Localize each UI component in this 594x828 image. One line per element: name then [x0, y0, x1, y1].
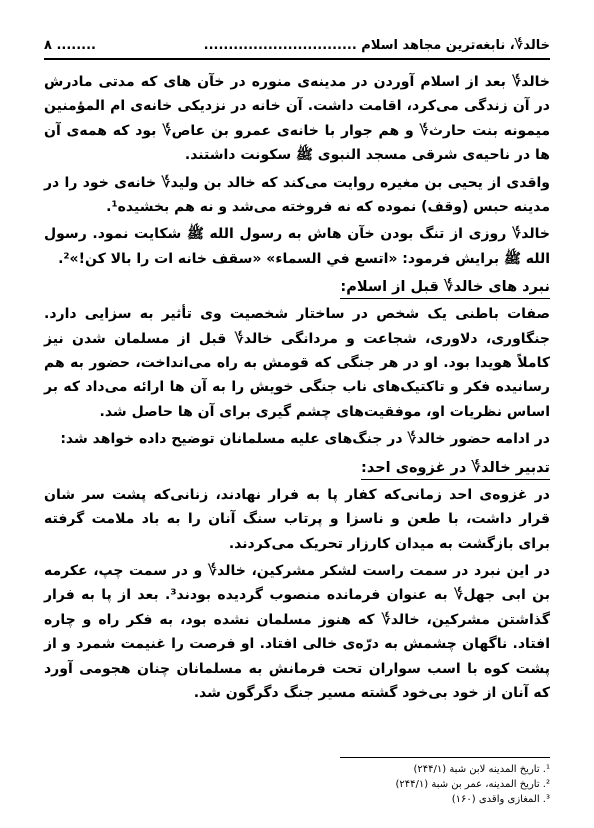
paragraph-4: صفات باطنی یک شخص در ساختار شخصیت وی تأثیر به سزایی دارد. جنگاوری، دلاوری، شجاعت و مردانگی خالد؇ قبل از مسلمان شدن نیز کاملاً هویدا بود. او در هر جنگی که قومش به راه می‌انداخت، حضور به هم رسانیده فکر و تاکتیک‌های ناب جنگی خویش را به آن ها ارائه می‌داد که بر اساس نظریات او، موفقیت‌های چشم گیری برای آن ها حاصل شد.: [44, 306, 550, 420]
footnote-1: ¹. تاریخ المدینه لابن شبة (۲۴۴/۱): [413, 764, 550, 775]
page-body: [44, 70, 550, 708]
paragraph-1: خالد؇ بعد از اسلام آوردن در مدینه‌ی منوره در خآن های که مدتی مادرش در آن زندگی می‌کرد، اقامت داشت. آن خانه در نزدیکی خانه‌ی ام المؤمنین میمونه بنت حارث؇ و هم جوار با خانه‌ی عمرو بن عاص؇ بود که همه‌ی آن ها در ناحیه‌ی شرقی مسجد النبوی ﷺ سکونت داشتند.: [44, 74, 550, 164]
paragraph-5: در ادامه حضور خالد؇ در جنگ‌های علیه مسلمانان توضیح داده خواهد شد:: [60, 431, 550, 448]
page-number: ........ ۸: [44, 38, 96, 53]
paragraph-6: در غزوه‌ی احد زمانی‌که کفار پا به فرار نهادند، زنانی‌که پشت سر شان قرار داشت، با طعن و ناسزا و پرتاب سنگ آنان را به باد ملامت گرفته برای بازگشت به میدان کارزار تحریک می‌کردند.: [44, 486, 550, 552]
section-heading-battles: نبرد های خالد؇ قبل از اسلام:: [340, 276, 550, 299]
running-title: خالد؇، نابغه‌ترین مجاهد اسلام ...............................: [203, 38, 550, 53]
footnote-3: ³. المغازی واقدی (۱۶۰): [451, 794, 550, 805]
footnotes: [290, 762, 550, 807]
paragraph-2: واقدی از یحیی بن مغیره روایت می‌کند که خالد بن ولید؇ خانه‌ی خود را در مدینه حبس (وقف) نموده که نه فروخته می‌شد و نه هم بخشیده¹.: [44, 174, 550, 216]
paragraph-3: خالد؇ روزی از تنگ بودن خآن هاش به رسول الله ﷺ شکایت نمود. رسول الله ﷺ برایش فرمود: «اتسع في السماء» «سقف خانه ات را بالا کن!»².: [44, 226, 550, 267]
footnote-divider: [340, 757, 550, 758]
section-heading-uhud: تدبیر خالد؇ در غزوه‌ی احد:: [361, 457, 550, 480]
paragraph-7: در این نبرد در سمت راست لشکر مشرکین، خالد؇ و در سمت چپ، عکرمه بن ابی جهل؇ به عنوان فرمانده منصوب گردیده بودند³. بعد از پا به فرار گذاشتن مشرکین، خالد؇ که هنوز مسلمان نشده بود، به فکر راه و چاره افتاد. ناگهان چشمش به درّه‌ی خالی افتاد. او فرصت را غنیمت شمرد و از پشت کوه با اسب سواران تحت فرمانش به مسلمانان چنان هجومی آورد که آنان از خود بی‌خود گشته مسیر جنگ دگرگون شد.: [44, 562, 550, 701]
footnote-2: ². تاریخ المدینه، عمر بن شبة (۲۴۴/۱): [395, 779, 550, 790]
running-header: [44, 38, 550, 60]
